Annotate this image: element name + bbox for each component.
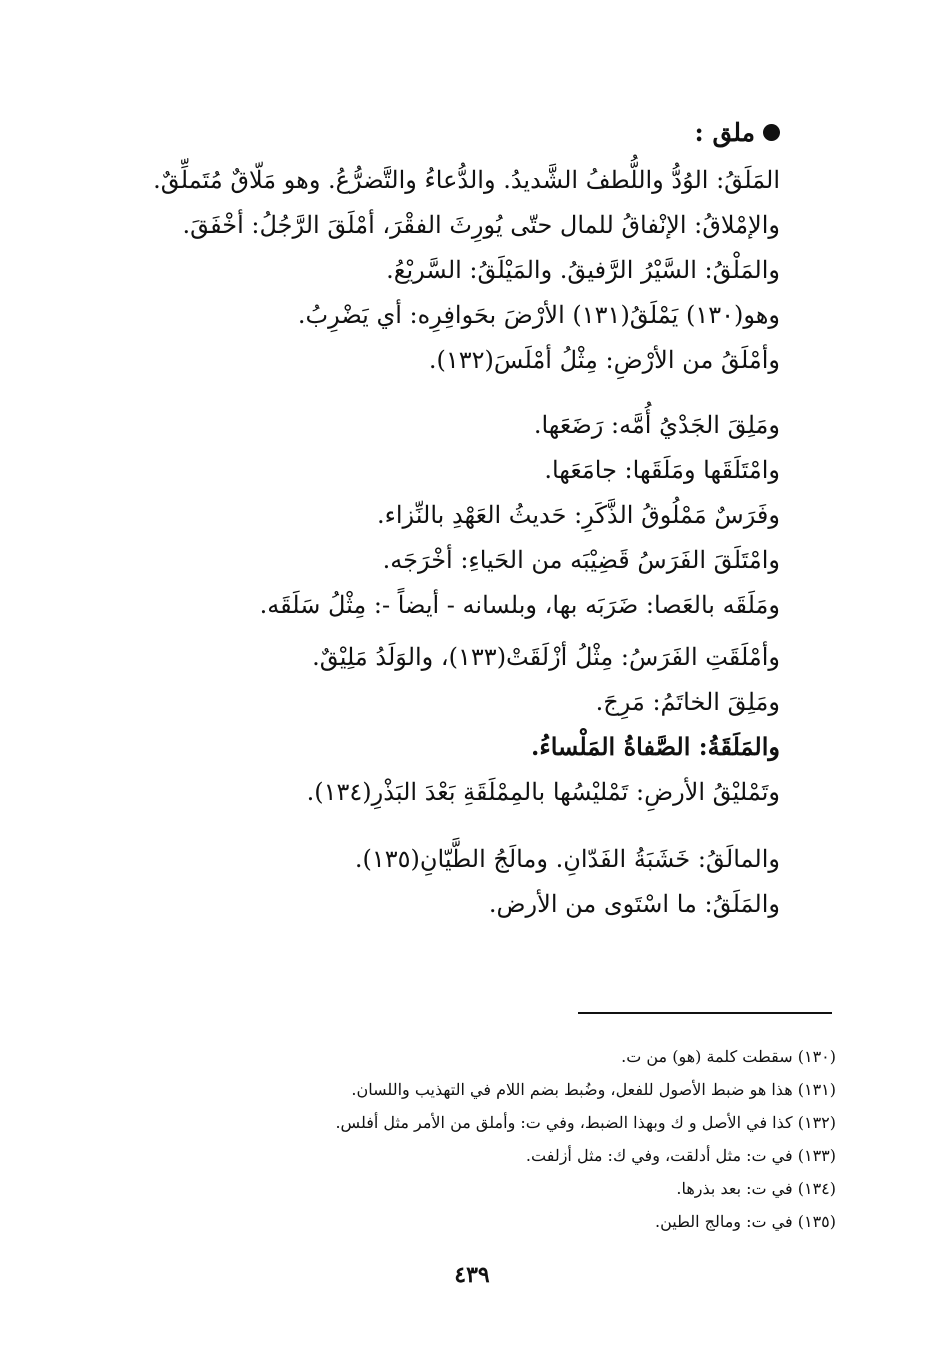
entry-line: والمَلَقَةُ: الصَّفاةُ المَلْساءُ. (531, 732, 780, 761)
entry-line: وامْتَلَقَها ومَلَقَها: جامَعَها. (544, 456, 780, 484)
entry-line: وامْتَلَقَ الفَرَسُ قَضِيْبَه من الحَياءِ: أخْرَجَه. (382, 546, 780, 574)
footnote-divider (578, 1012, 832, 1014)
footnote: (١٣٤) في ت: بعد بذرها. (676, 1179, 836, 1198)
footnote: (١٣١) هذا هو ضبط الأصول للفعل، وضُبط بضم اللام في التهذيب واللسان. (351, 1080, 836, 1099)
page-number: ٤٣٩ (454, 1262, 490, 1288)
entry-heading (695, 118, 780, 147)
entry-line: المَلَقُ: الوُدُّ واللُّطفُ الشَّديدُ. والدُّعاءُ والتَّضرُّعُ. وهو مَلّاقٌ مُتَملِّقٌ. (153, 166, 780, 194)
entry-line: وهو(١٣٠) يَمْلَقُ(١٣١) الأرْضَ بحَوافِرِه: أي يَضْرِبُ. (297, 301, 780, 329)
entry-line: والمَلْقُ: السَّيْرُ الرَّفيقُ. والمَيْلَقُ: السَّريْعُ. (386, 256, 780, 284)
entry-line: وتَمْليْقُ الأرضِ: تَمْليْسُها بالمِمْلَقَةِ بَعْدَ البَذْرِ(١٣٤). (306, 778, 780, 806)
entry-line: ومَلِقَ الخاتَمُ: مَرِجَ. (595, 688, 780, 716)
footnote: (١٣٢) كذا في الأصل و ك وبهذا الضبط، وفي ت: وأملق من الأمر مثل أفلس. (335, 1113, 836, 1132)
footnote: (١٣٠) سقطت كلمة (هو) من ت. (621, 1047, 836, 1066)
entry-line: وفَرَسٌ مَمْلُوقُ الذَّكَرِ: حَديثُ العَهْدِ بالنِّزاء. (376, 501, 780, 529)
bullet-icon (763, 124, 780, 141)
entry-line: والمالَقُ: خَشَبَةُ الفَدّانِ. ومالَجُ الطَّيّانِ(١٣٥). (354, 845, 780, 873)
entry-line: وأمْلَقَتِ الفَرَسُ: مِثْلُ أزْلَقَتْ(١٣٣)، والوَلَدُ مَلِيْقٌ. (312, 643, 780, 671)
footnote: (١٣٣) في ت: مثل أدلقت، وفي ك: مثل أزلفت. (525, 1146, 836, 1165)
footnote: (١٣٥) في ت: ومالج الطين. (655, 1212, 836, 1231)
entry-heading-text: ملق : (694, 118, 755, 147)
entry-line: ومَلَقَه بالعَصا: ضَرَبَه بها، وبلسانه - أيضاً -: مِثْلُ سَلَقَه. (259, 591, 780, 619)
entry-line: ومَلِقَ الجَدْيُ أُمَّه: رَضَعَها. (533, 411, 780, 439)
entry-line: والمَلَقُ: ما اسْتَوى من الأرض. (488, 890, 780, 918)
entry-line: وأمْلَقُ من الأرْضِ: مِثْلُ أمْلَسَ(١٣٢). (428, 346, 780, 374)
entry-line: والإمْلاقُ: الإنْفاقُ للمال حتّى يُورِثَ الفقْرَ، أمْلَقَ الرَّجُلُ: أخْفَقَ. (182, 211, 780, 239)
